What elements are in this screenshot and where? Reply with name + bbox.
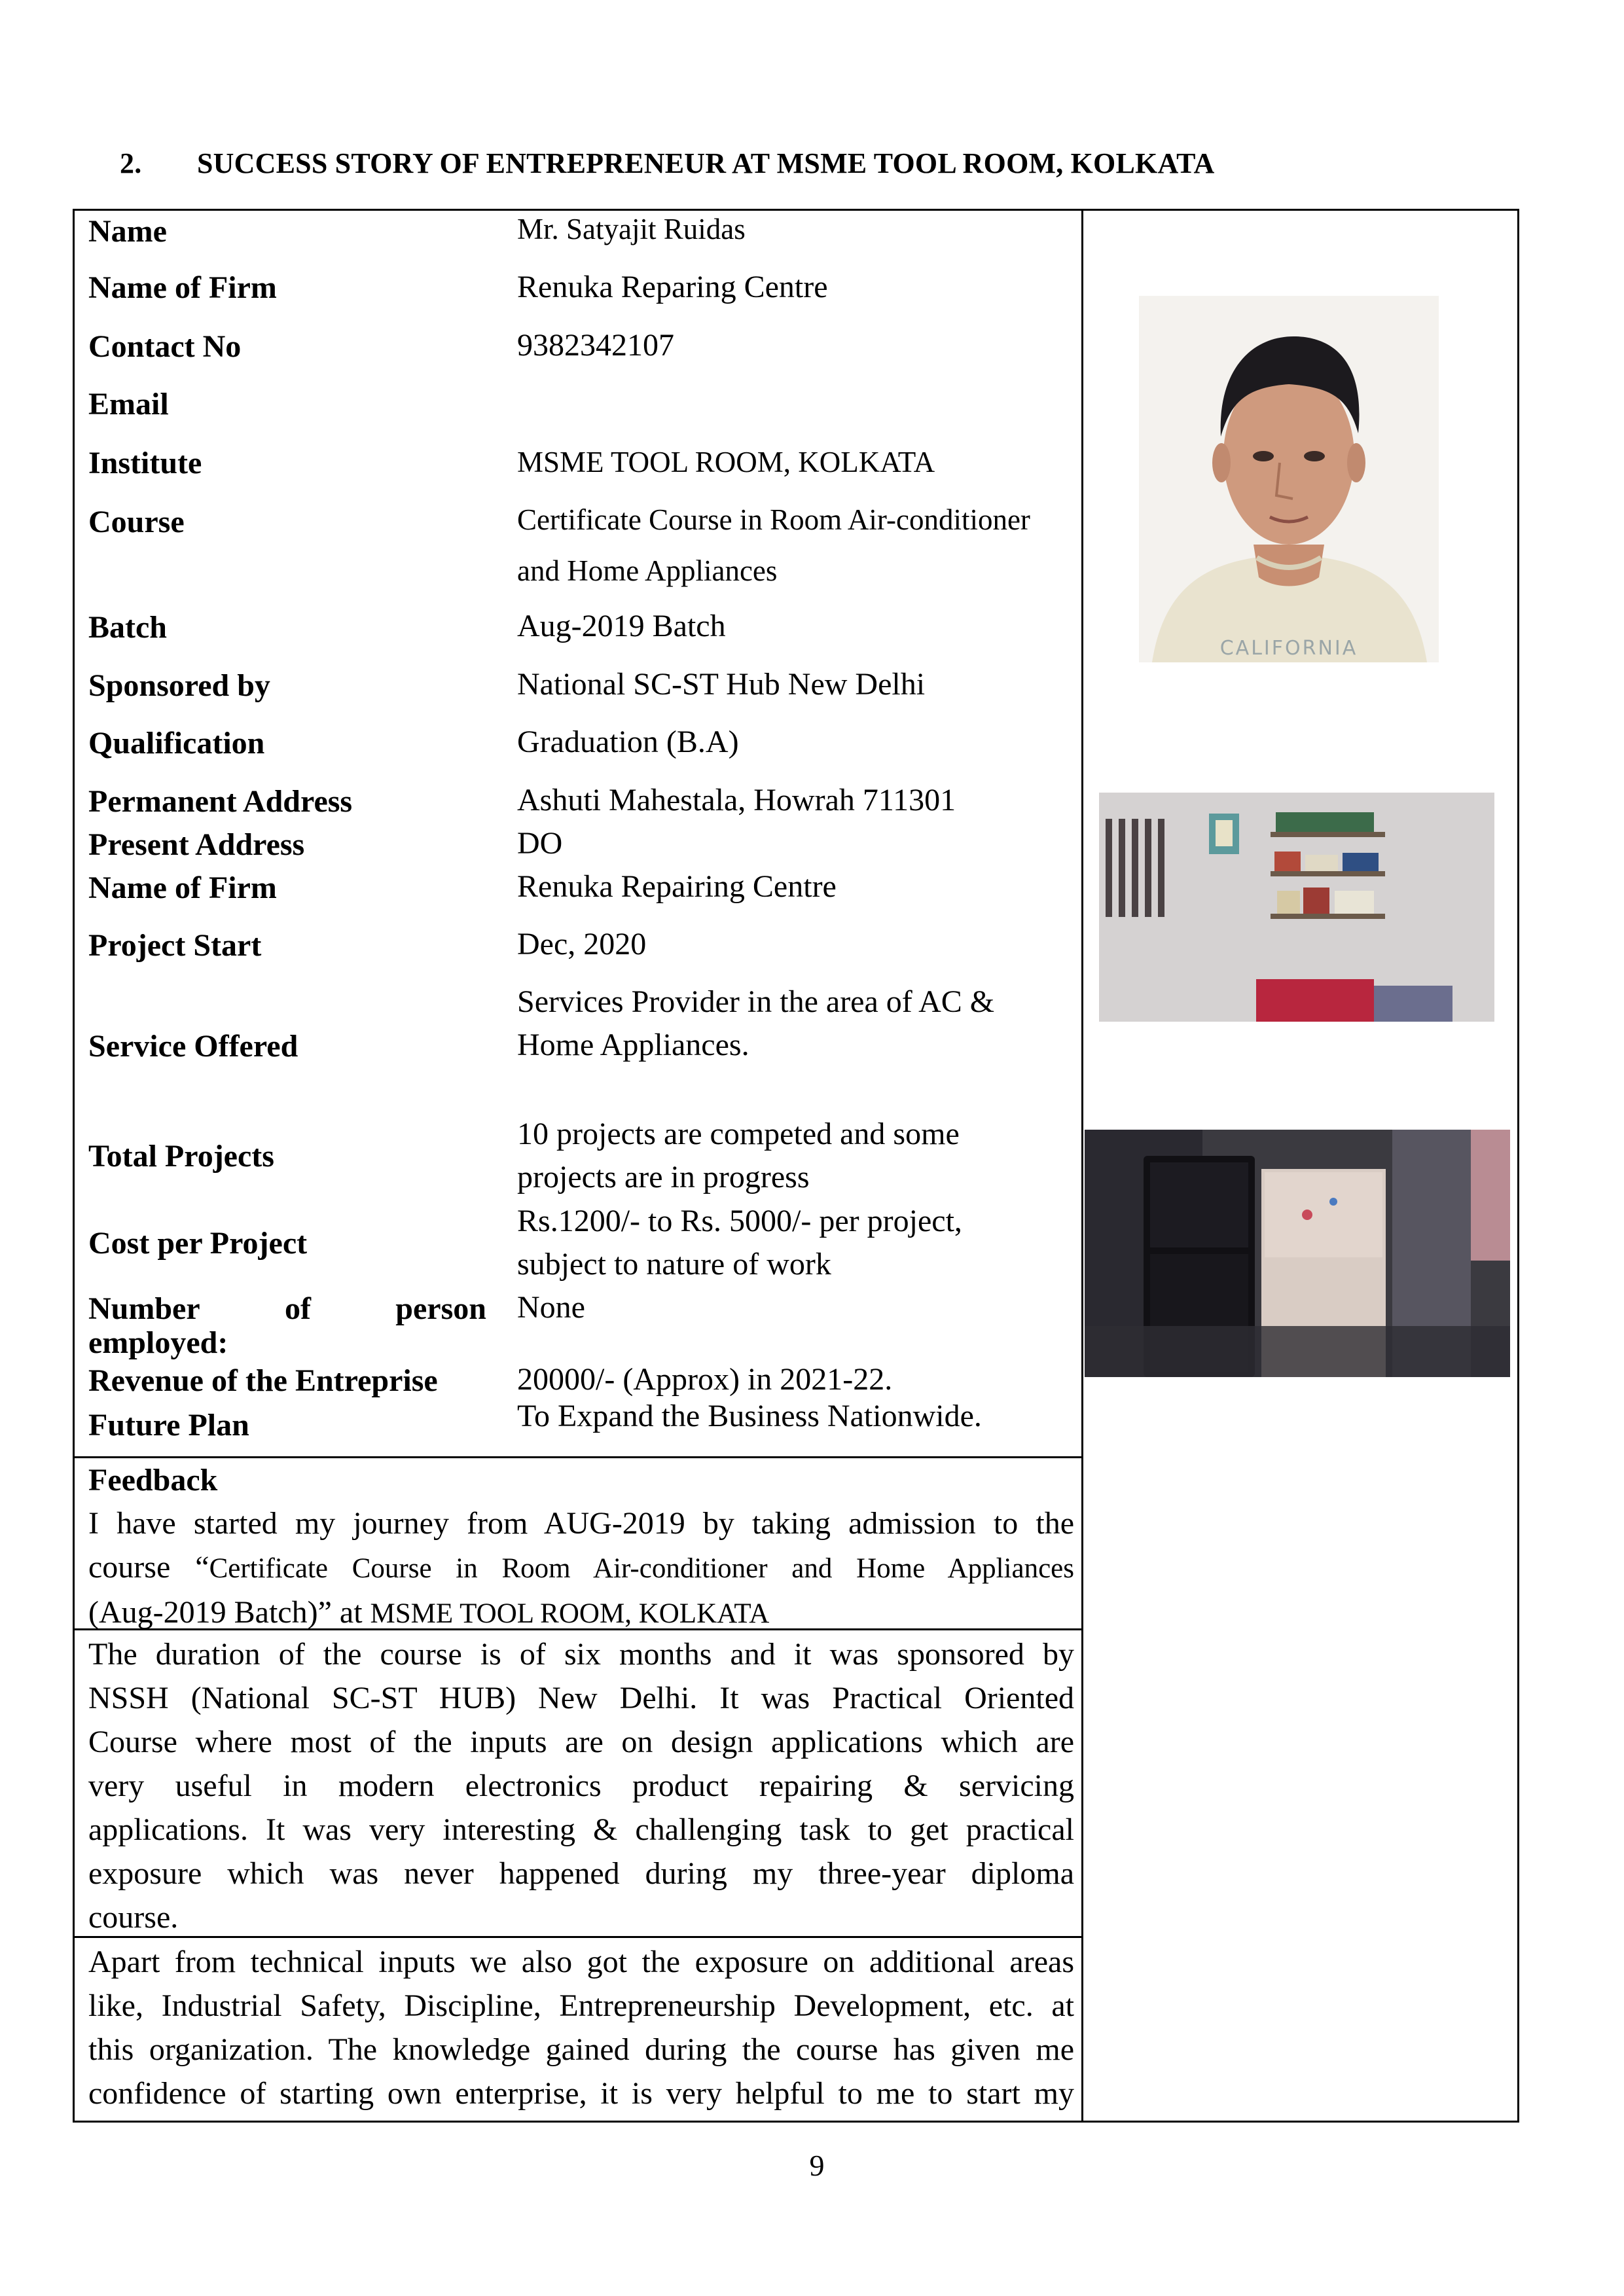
- label-contact: Contact No: [88, 329, 242, 364]
- feedback-p1-text: (Aug-2019 Batch)” at: [88, 1595, 370, 1630]
- table-column-divider: [1081, 209, 1083, 2123]
- feedback-p1-line: [88, 1545, 1074, 1590]
- value-qualification: Graduation (B.A): [517, 725, 739, 759]
- label-firm-2: Name of Firm: [88, 870, 277, 905]
- feedback-paragraph-2: [88, 1632, 1074, 1939]
- label-institute: Institute: [88, 446, 202, 480]
- page-number: 9: [809, 2149, 825, 2182]
- workshop-appliances-drawing: [1085, 1130, 1510, 1377]
- label-project-start: Project Start: [88, 928, 262, 963]
- portrait-photo-drawing: [1139, 296, 1439, 662]
- value-total-projects-line1: 10 projects are competed and some: [517, 1117, 960, 1151]
- feedback-p3-line: like, Industrial Safety, Discipline, Entrepreneurship Development, etc. at: [88, 1988, 1074, 2023]
- value-cost-line1: Rs.1200/- to Rs. 5000/- per project,: [517, 1204, 962, 1238]
- value-course-line2: and Home Appliances: [517, 554, 778, 587]
- feedback-p2-line: Course where most of the inputs are on design applications which are: [88, 1725, 1074, 1759]
- label-employed-line2: employed:: [88, 1325, 228, 1360]
- section-number: 2.: [120, 147, 142, 179]
- value-employed: None: [517, 1290, 585, 1325]
- label-name: Name: [88, 214, 167, 249]
- feedback-p3-line: confidence of starting own enterprise, it is very helpful to me to start my: [88, 2076, 1074, 2111]
- portrait-photo: [1139, 296, 1439, 662]
- value-firm-2: Renuka Repairing Centre: [517, 869, 837, 904]
- label-qualification: Qualification: [88, 726, 265, 761]
- label-employed-word3: person: [395, 1291, 486, 1326]
- value-future-plan: To Expand the Business Nationwide.: [517, 1399, 982, 1433]
- feedback-p1-text: course “: [88, 1550, 209, 1585]
- value-contact: 9382342107: [517, 328, 674, 363]
- value-service-line1: Services Provider in the area of AC &: [517, 984, 995, 1019]
- section-title: SUCCESS STORY OF ENTREPRENEUR AT MSME TOOL ROOM, KOLKATA: [197, 147, 1215, 179]
- label-future-plan: Future Plan: [88, 1408, 249, 1443]
- label-present-address: Present Address: [88, 827, 305, 862]
- feedback-p1-line: I have started my journey from AUG-2019 by taking admission to the: [88, 1506, 1074, 1541]
- value-sponsored: National SC-ST Hub New Delhi: [517, 667, 926, 702]
- feedback-paragraph-1: [88, 1501, 1074, 1636]
- label-course: Course: [88, 505, 185, 539]
- feedback-p2-line: very useful in modern electronics product repairing & servicing: [88, 1768, 1074, 1803]
- value-institute: MSME TOOL ROOM, KOLKATA: [517, 446, 935, 478]
- feedback-paragraph-3: [88, 1940, 1074, 2115]
- label-email: Email: [88, 387, 169, 422]
- value-total-projects-line2: projects are in progress: [517, 1160, 810, 1194]
- label-sponsored: Sponsored by: [88, 668, 270, 703]
- value-revenue: 20000/- (Approx) in 2021-22.: [517, 1362, 893, 1397]
- feedback-label: Feedback: [88, 1463, 218, 1498]
- value-firm: Renuka Reparing Centre: [517, 270, 828, 304]
- feedback-p1-course: Certificate Course in Room Air-conditioner and Home Appliances: [209, 1553, 1074, 1584]
- label-employed-word1: Number: [88, 1291, 200, 1326]
- label-employed-word2: of: [284, 1291, 311, 1326]
- label-firm: Name of Firm: [88, 270, 277, 305]
- value-present-address: DO: [517, 826, 563, 861]
- feedback-p2-line: applications. It was very interesting & challenging task to get practical: [88, 1812, 1074, 1847]
- value-name: Mr. Satyajit Ruidas: [517, 213, 746, 245]
- value-service-line2: Home Appliances.: [517, 1028, 749, 1062]
- value-cost-line2: subject to nature of work: [517, 1247, 831, 1282]
- label-batch: Batch: [88, 610, 167, 645]
- label-employed-line1: [88, 1291, 486, 1327]
- value-project-start: Dec, 2020: [517, 927, 647, 961]
- shop-shelf-drawing: [1099, 793, 1494, 1022]
- workshop-appliances-photo: [1085, 1130, 1510, 1377]
- value-course-line1: Certificate Course in Room Air-conditioner: [517, 503, 1030, 536]
- feedback-p1-line: [88, 1590, 1074, 1636]
- label-service: Service Offered: [88, 1029, 298, 1064]
- feedback-p2-line: exposure which was never happened during my three-year diploma: [88, 1856, 1074, 1891]
- feedback-p2-line: course.: [88, 1900, 179, 1935]
- label-cost: Cost per Project: [88, 1226, 308, 1261]
- value-batch: Aug-2019 Batch: [517, 609, 726, 643]
- feedback-top-divider: [73, 1456, 1083, 1458]
- shop-shelf-photo: [1099, 793, 1494, 1022]
- label-total-projects: Total Projects: [88, 1139, 274, 1174]
- feedback-p2-line: NSSH (National SC-ST HUB) New Delhi. It was Practical Oriented: [88, 1681, 1074, 1715]
- feedback-p2-line: The duration of the course is of six months and it was sponsored by: [88, 1637, 1074, 1672]
- label-permanent-address: Permanent Address: [88, 784, 353, 819]
- label-revenue: Revenue of the Entreprise: [88, 1363, 438, 1398]
- shirt-print-text: CALIFORNIA: [1219, 637, 1358, 660]
- section-heading: [120, 147, 1214, 180]
- feedback-p3-line: Apart from technical inputs we also got the exposure on additional areas: [88, 1945, 1074, 1979]
- feedback-p3-line: this organization. The knowledge gained during the course has given me: [88, 2032, 1074, 2067]
- value-permanent-address: Ashuti Mahestala, Howrah 711301: [517, 783, 956, 817]
- feedback-p1-institute: MSME TOOL ROOM, KOLKATA: [370, 1598, 770, 1629]
